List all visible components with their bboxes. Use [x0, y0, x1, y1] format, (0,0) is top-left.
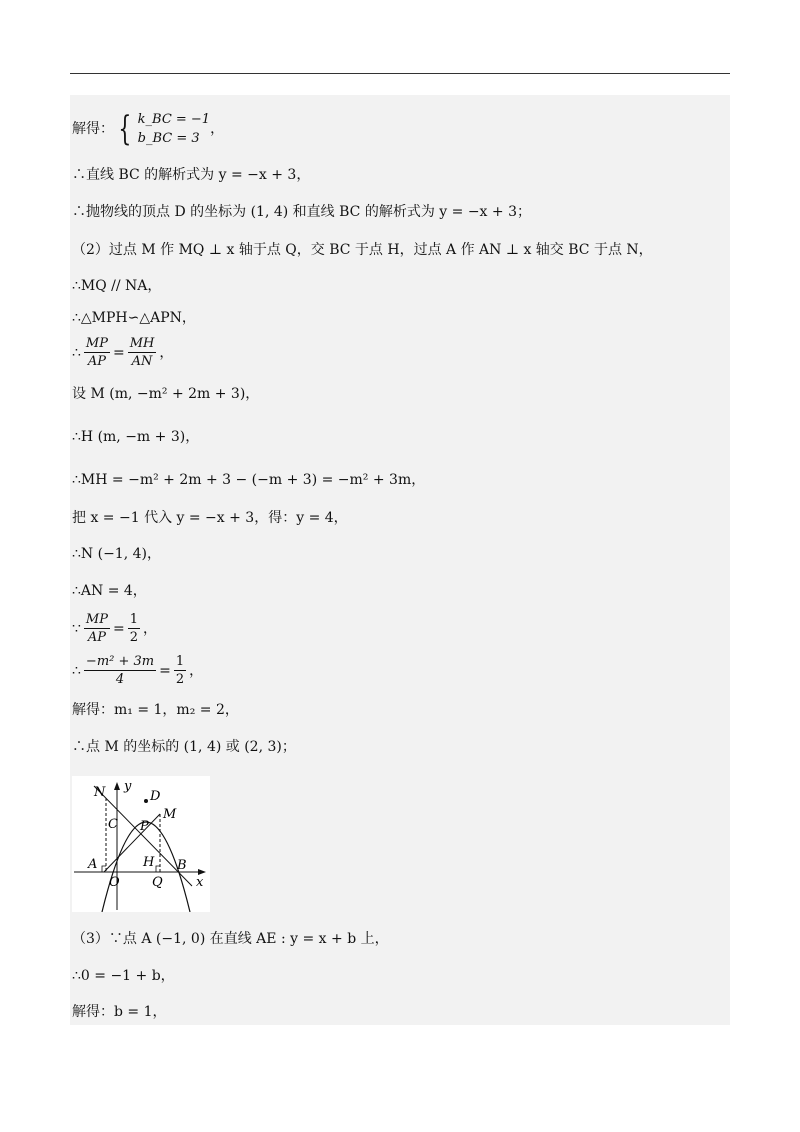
parabola-figure	[72, 776, 210, 912]
label-y: y	[124, 779, 132, 794]
line-1-prefix: 解得：	[72, 121, 114, 137]
fraction-numerator: 1	[129, 612, 138, 627]
label-p: P	[140, 819, 149, 834]
fraction-numerator: MP	[85, 612, 108, 627]
y-axis-arrow-icon	[114, 782, 120, 790]
fraction-denominator: AP	[87, 630, 107, 645]
label-d: D	[150, 789, 161, 804]
solution-line-17: ∴点 M 的坐标的 (1, 4) 或 (2, 3)；	[72, 739, 296, 755]
solution-line-15	[72, 654, 203, 687]
label-h: H	[143, 855, 155, 870]
fraction-mp-ap	[84, 612, 110, 645]
solution-line-7	[72, 336, 173, 369]
fraction-denominator: 2	[175, 672, 185, 687]
fraction-numerator: MP	[85, 336, 108, 351]
solution-line-11: 把 x = −1 代入 y = −x + 3，得：y = 4，	[72, 510, 348, 526]
vertex-d-point	[144, 799, 148, 803]
solution-line-3: ∴抛物线的顶点 D 的坐标为 (1, 4) 和直线 BC 的解析式为 y = −x + 3；	[72, 204, 531, 220]
right-angle-q	[156, 866, 160, 872]
line-15-suffix: ，	[189, 662, 204, 679]
line-7-prefix: ∴	[72, 344, 81, 361]
solution-line-6: ∴△MPH∽△APN，	[72, 310, 196, 326]
solution-line-1	[72, 110, 224, 148]
fraction-mh-an	[128, 336, 157, 369]
solution-line-19: ∴0 = −1 + b，	[72, 968, 175, 984]
line-15-prefix: ∴	[72, 662, 81, 679]
solution-line-10: ∴MH = −m² + 2m + 3 − (−m + 3) = −m² + 3m，	[72, 472, 426, 488]
solution-line-8: 设 M (m, −m² + 2m + 3)，	[72, 386, 260, 402]
line-14-suffix: ，	[143, 620, 157, 637]
solution-line-4: （2）过点 M 作 MQ ⊥ x 轴于点 Q，交 BC 于点 H，过点 A 作 AN ⊥ x 轴交 BC 于点 N，	[72, 242, 653, 258]
label-q: Q	[152, 875, 163, 890]
fraction-numerator: 1	[175, 654, 185, 669]
equation-system	[114, 110, 210, 148]
solution-line-18: （3）∵点 A (−1, 0) 在直线 AE : y = x + b 上，	[72, 931, 389, 947]
fraction-denominator: AP	[87, 354, 107, 369]
label-b: B	[177, 858, 187, 873]
solution-line-13: ∴AN = 4，	[72, 583, 147, 599]
solution-line-12: ∴N (−1, 4)，	[72, 546, 161, 562]
equals-sign: =	[159, 662, 171, 679]
fraction-denominator: 2	[129, 630, 138, 645]
equals-sign: =	[112, 620, 125, 637]
fraction-expression	[84, 654, 156, 687]
fraction-one-half	[174, 654, 186, 687]
line-14-prefix: ∵	[72, 620, 81, 637]
label-n: N	[94, 785, 106, 800]
solution-line-14	[72, 612, 157, 645]
label-c: C	[108, 817, 118, 832]
fraction-denominator: AN	[131, 354, 153, 369]
fraction-mp-ap	[84, 336, 110, 369]
system-eq-1: k_BC = −1	[137, 112, 211, 127]
label-a: A	[88, 857, 98, 872]
solution-line-9: ∴H (m, −m + 3)，	[72, 429, 200, 445]
system-eq-2: b_BC = 3	[137, 131, 200, 146]
fraction-one-half	[128, 612, 140, 645]
solution-line-20: 解得：b = 1，	[72, 1004, 167, 1020]
solution-line-2: ∴直线 BC 的解析式为 y = −x + 3，	[72, 167, 311, 183]
fraction-numerator: MH	[129, 336, 155, 351]
brace-symbol: {	[118, 109, 132, 149]
line-1-suffix: ，	[210, 121, 225, 137]
equals-sign: =	[112, 344, 125, 361]
fraction-numerator: −m² + 3m	[85, 654, 155, 669]
figure-svg	[72, 776, 210, 912]
solution-line-5: ∴MQ // NA，	[72, 278, 162, 294]
solution-line-16: 解得：m₁ = 1，m₂ = 2，	[72, 702, 239, 718]
fraction-denominator: 4	[115, 672, 125, 687]
header-rule	[70, 73, 730, 74]
label-o: O	[109, 875, 120, 890]
line-7-suffix: ，	[159, 344, 174, 361]
label-m: M	[163, 807, 177, 822]
label-x: x	[196, 875, 204, 890]
